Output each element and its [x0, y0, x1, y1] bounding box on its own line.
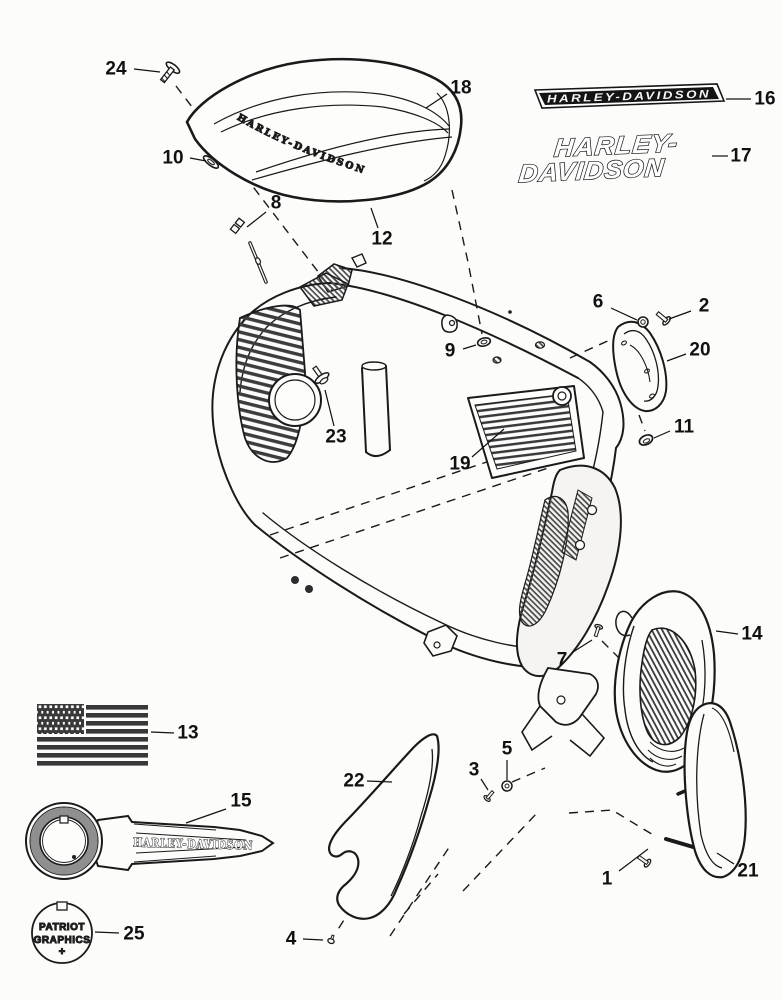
callout-number-10: 10	[162, 147, 184, 169]
callout-leader-12	[371, 208, 378, 228]
callout-number-12: 12	[371, 228, 393, 250]
callout-number-4: 4	[285, 928, 297, 950]
block-decal-line1: HARLEY-	[552, 129, 672, 163]
callout-number-8: 8	[270, 192, 282, 214]
callout-leader-2	[669, 311, 691, 319]
callout-leader-23	[325, 390, 334, 426]
patriot-line1: PATRIOT	[39, 922, 85, 933]
callout-number-17: 17	[730, 145, 752, 167]
callout-number-20: 20	[689, 339, 711, 361]
callout-leader-22	[367, 781, 392, 782]
block-decal-line2: DAVIDSON	[517, 154, 659, 189]
callout-leader-7	[573, 640, 592, 652]
callout-number-9: 9	[444, 340, 456, 362]
callout-number-13: 13	[177, 722, 199, 744]
callout-number-23: 23	[325, 426, 347, 448]
callout-leader-8	[247, 212, 266, 227]
callout-leader-14	[716, 631, 738, 634]
callout-number-19: 19	[449, 453, 471, 475]
callout-number-14: 14	[741, 623, 763, 645]
patriot-mark: +	[58, 946, 66, 958]
callout-number-7: 7	[556, 649, 568, 671]
callout-number-22: 22	[343, 770, 365, 792]
callout-leader-6	[611, 308, 637, 320]
callout-number-2: 2	[698, 295, 710, 317]
callout-leader-13	[151, 732, 174, 733]
callout-leader-9	[463, 345, 476, 349]
callout-leader-25	[95, 932, 119, 933]
callout-leader-15	[186, 809, 226, 823]
callout-number-16: 16	[754, 88, 776, 110]
callout-number-24: 24	[105, 58, 127, 80]
callout-number-15: 15	[230, 790, 252, 812]
callout-leader-4	[303, 939, 323, 940]
callout-number-11: 11	[673, 416, 695, 438]
callout-leader-20	[667, 354, 686, 361]
callout-number-3: 3	[468, 759, 480, 781]
callout-leader-1	[619, 849, 648, 871]
callout-number-1: 1	[601, 868, 613, 890]
callout-leader-24	[134, 69, 160, 72]
bar-decal-text: HARLEY-DAVIDSON	[546, 89, 683, 106]
callout-number-21: 21	[737, 860, 759, 882]
callout-leader-10	[190, 158, 206, 161]
callout-leader-18	[426, 94, 447, 108]
callout-leader-3	[481, 779, 488, 790]
console-script-text: HARLEY-DAVIDSON	[235, 112, 368, 177]
patriot-line2: GRAPHICS	[33, 935, 91, 946]
callout-leader-11	[654, 431, 670, 438]
callout-number-25: 25	[123, 923, 145, 945]
callout-number-6: 6	[592, 291, 604, 313]
callout-number-5: 5	[501, 738, 513, 760]
callout-leader-19	[472, 429, 504, 457]
callout-number-18: 18	[450, 77, 472, 99]
key-emblem-text: HARLEY-DAVIDSON	[132, 835, 284, 854]
callout-leader-21	[717, 853, 734, 864]
